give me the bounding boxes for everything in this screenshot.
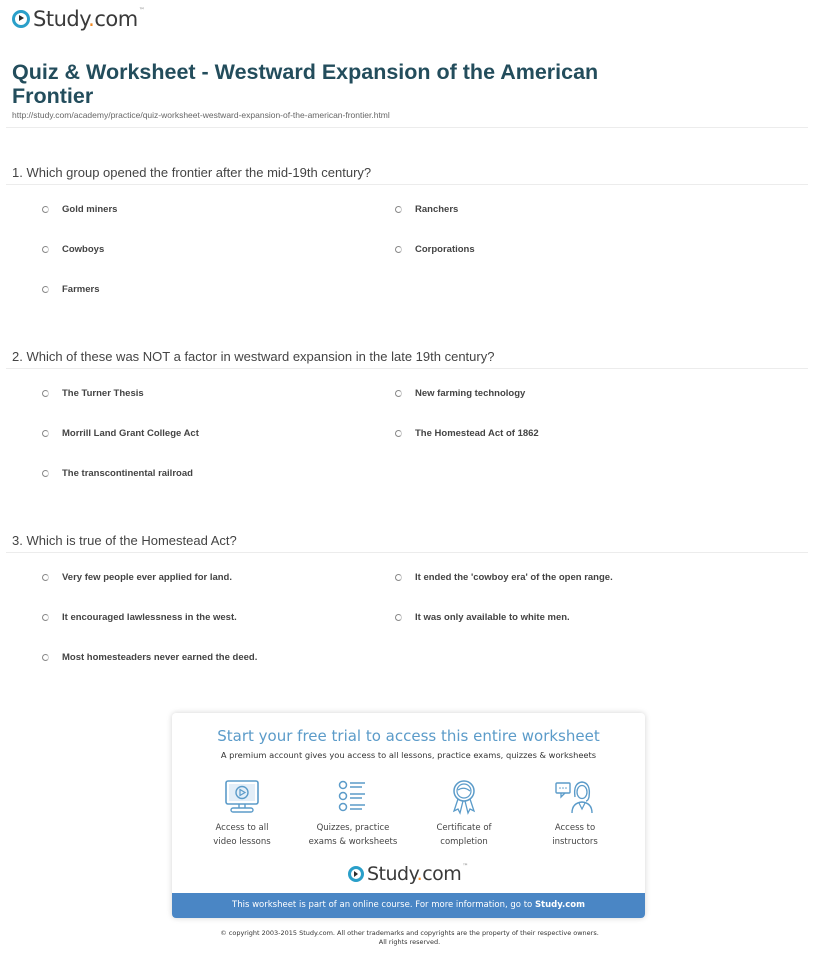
radio-button[interactable] (42, 390, 49, 397)
question-1: 1. Which group opened the frontier after the mid-19th century? (12, 165, 372, 180)
radio-button[interactable] (42, 470, 49, 477)
question-2: 2. Which of these was NOT a factor in westward expansion in the late 19th century? (12, 349, 495, 364)
play-icon (12, 10, 30, 28)
answer-option[interactable] (42, 612, 237, 623)
feature-label: completion (440, 837, 488, 847)
answer-option[interactable] (395, 572, 613, 583)
feature-label: instructors (552, 837, 598, 847)
divider (6, 552, 808, 553)
option-label: Very few people ever applied for land. (62, 572, 232, 583)
divider (6, 127, 808, 128)
copyright-footer (0, 929, 819, 947)
radio-button[interactable] (395, 390, 402, 397)
radio-button[interactable] (42, 430, 49, 437)
radio-button[interactable] (395, 430, 402, 437)
promo-subheading: A premium account gives you access to all lessons, practice exams, quizzes & worksheets (220, 750, 597, 760)
option-label: The Turner Thesis (62, 388, 144, 399)
radio-button[interactable] (395, 206, 402, 213)
play-icon (348, 866, 364, 882)
rights-text: All rights reserved. (378, 938, 441, 946)
radio-button[interactable] (395, 574, 402, 581)
answer-option[interactable] (395, 204, 458, 215)
answer-option[interactable] (42, 204, 117, 215)
radio-button[interactable] (42, 286, 49, 293)
option-label: Ranchers (415, 204, 459, 215)
feature-instructors (520, 779, 630, 849)
instructor-chat-icon (553, 779, 597, 815)
radio-button[interactable] (395, 614, 402, 621)
logo-wordmark: Study.com™ (33, 7, 145, 31)
page-url[interactable]: http://study.com/academy/practice/quiz-worksheet-westward-expansion-of-the-american-frontier.html (12, 110, 390, 120)
feature-quizzes (298, 779, 408, 849)
feature-label: Quizzes, practice (316, 823, 390, 833)
feature-label: Certificate of (436, 823, 492, 833)
radio-button[interactable] (42, 206, 49, 213)
copyright-text: © copyright 2003-2015 Study.com. All other trademarks and copyrights are the property of their respective owners. (220, 929, 599, 937)
option-label: New farming technology (415, 388, 526, 399)
answer-option[interactable] (395, 612, 570, 623)
promo-bar-text: This worksheet is part of an online course. For more information, go to (232, 900, 535, 910)
answer-option[interactable] (42, 468, 193, 479)
divider (6, 184, 808, 185)
promo-info-bar[interactable] (172, 893, 645, 918)
answer-option[interactable] (395, 428, 539, 439)
logo-wordmark: Study.com™ (367, 863, 468, 885)
feature-label: Access to (554, 823, 596, 833)
feature-label: video lessons (213, 837, 271, 847)
radio-button[interactable] (42, 246, 49, 253)
answer-option[interactable] (42, 572, 232, 583)
feature-label: exams & worksheets (308, 837, 398, 847)
option-label: Cowboys (62, 244, 105, 255)
option-label: The Homestead Act of 1862 (415, 428, 539, 439)
option-label: It was only available to white men. (415, 612, 570, 623)
answer-option[interactable] (395, 388, 525, 399)
radio-button[interactable] (42, 574, 49, 581)
option-label: Farmers (62, 284, 100, 295)
study-logo[interactable] (348, 863, 468, 885)
answer-option[interactable] (42, 652, 257, 663)
radio-button[interactable] (42, 654, 49, 661)
radio-button[interactable] (395, 246, 402, 253)
option-label: Most homesteaders never earned the deed. (62, 652, 258, 663)
feature-video-lessons (187, 779, 297, 849)
free-trial-promo[interactable] (172, 713, 645, 918)
answer-option[interactable] (395, 244, 475, 255)
answer-option[interactable] (42, 388, 144, 399)
option-label: Corporations (415, 244, 475, 255)
option-label: Morrill Land Grant College Act (62, 428, 199, 439)
option-label: Gold miners (62, 204, 118, 215)
feature-label: Access to all (215, 823, 269, 833)
study-logo[interactable] (12, 6, 144, 32)
video-monitor-icon (222, 779, 262, 815)
option-label: The transcontinental railroad (62, 468, 193, 479)
quiz-list-icon (333, 779, 373, 815)
option-label: It ended the 'cowboy era' of the open range. (415, 572, 613, 583)
answer-option[interactable] (42, 428, 199, 439)
question-3: 3. Which is true of the Homestead Act? (12, 533, 237, 548)
feature-certificate (409, 779, 519, 849)
divider (6, 368, 808, 369)
option-label: It encouraged lawlessness in the west. (62, 612, 237, 623)
page-title: Quiz & Worksheet - Westward Expansion of the American Frontier (12, 60, 599, 108)
study-com-link[interactable]: Study.com (534, 900, 585, 910)
certificate-ribbon-icon (444, 779, 484, 815)
answer-option[interactable] (42, 244, 104, 255)
radio-button[interactable] (42, 614, 49, 621)
promo-heading[interactable]: Start your free trial to access this entire worksheet (217, 727, 600, 745)
answer-option[interactable] (42, 284, 100, 295)
